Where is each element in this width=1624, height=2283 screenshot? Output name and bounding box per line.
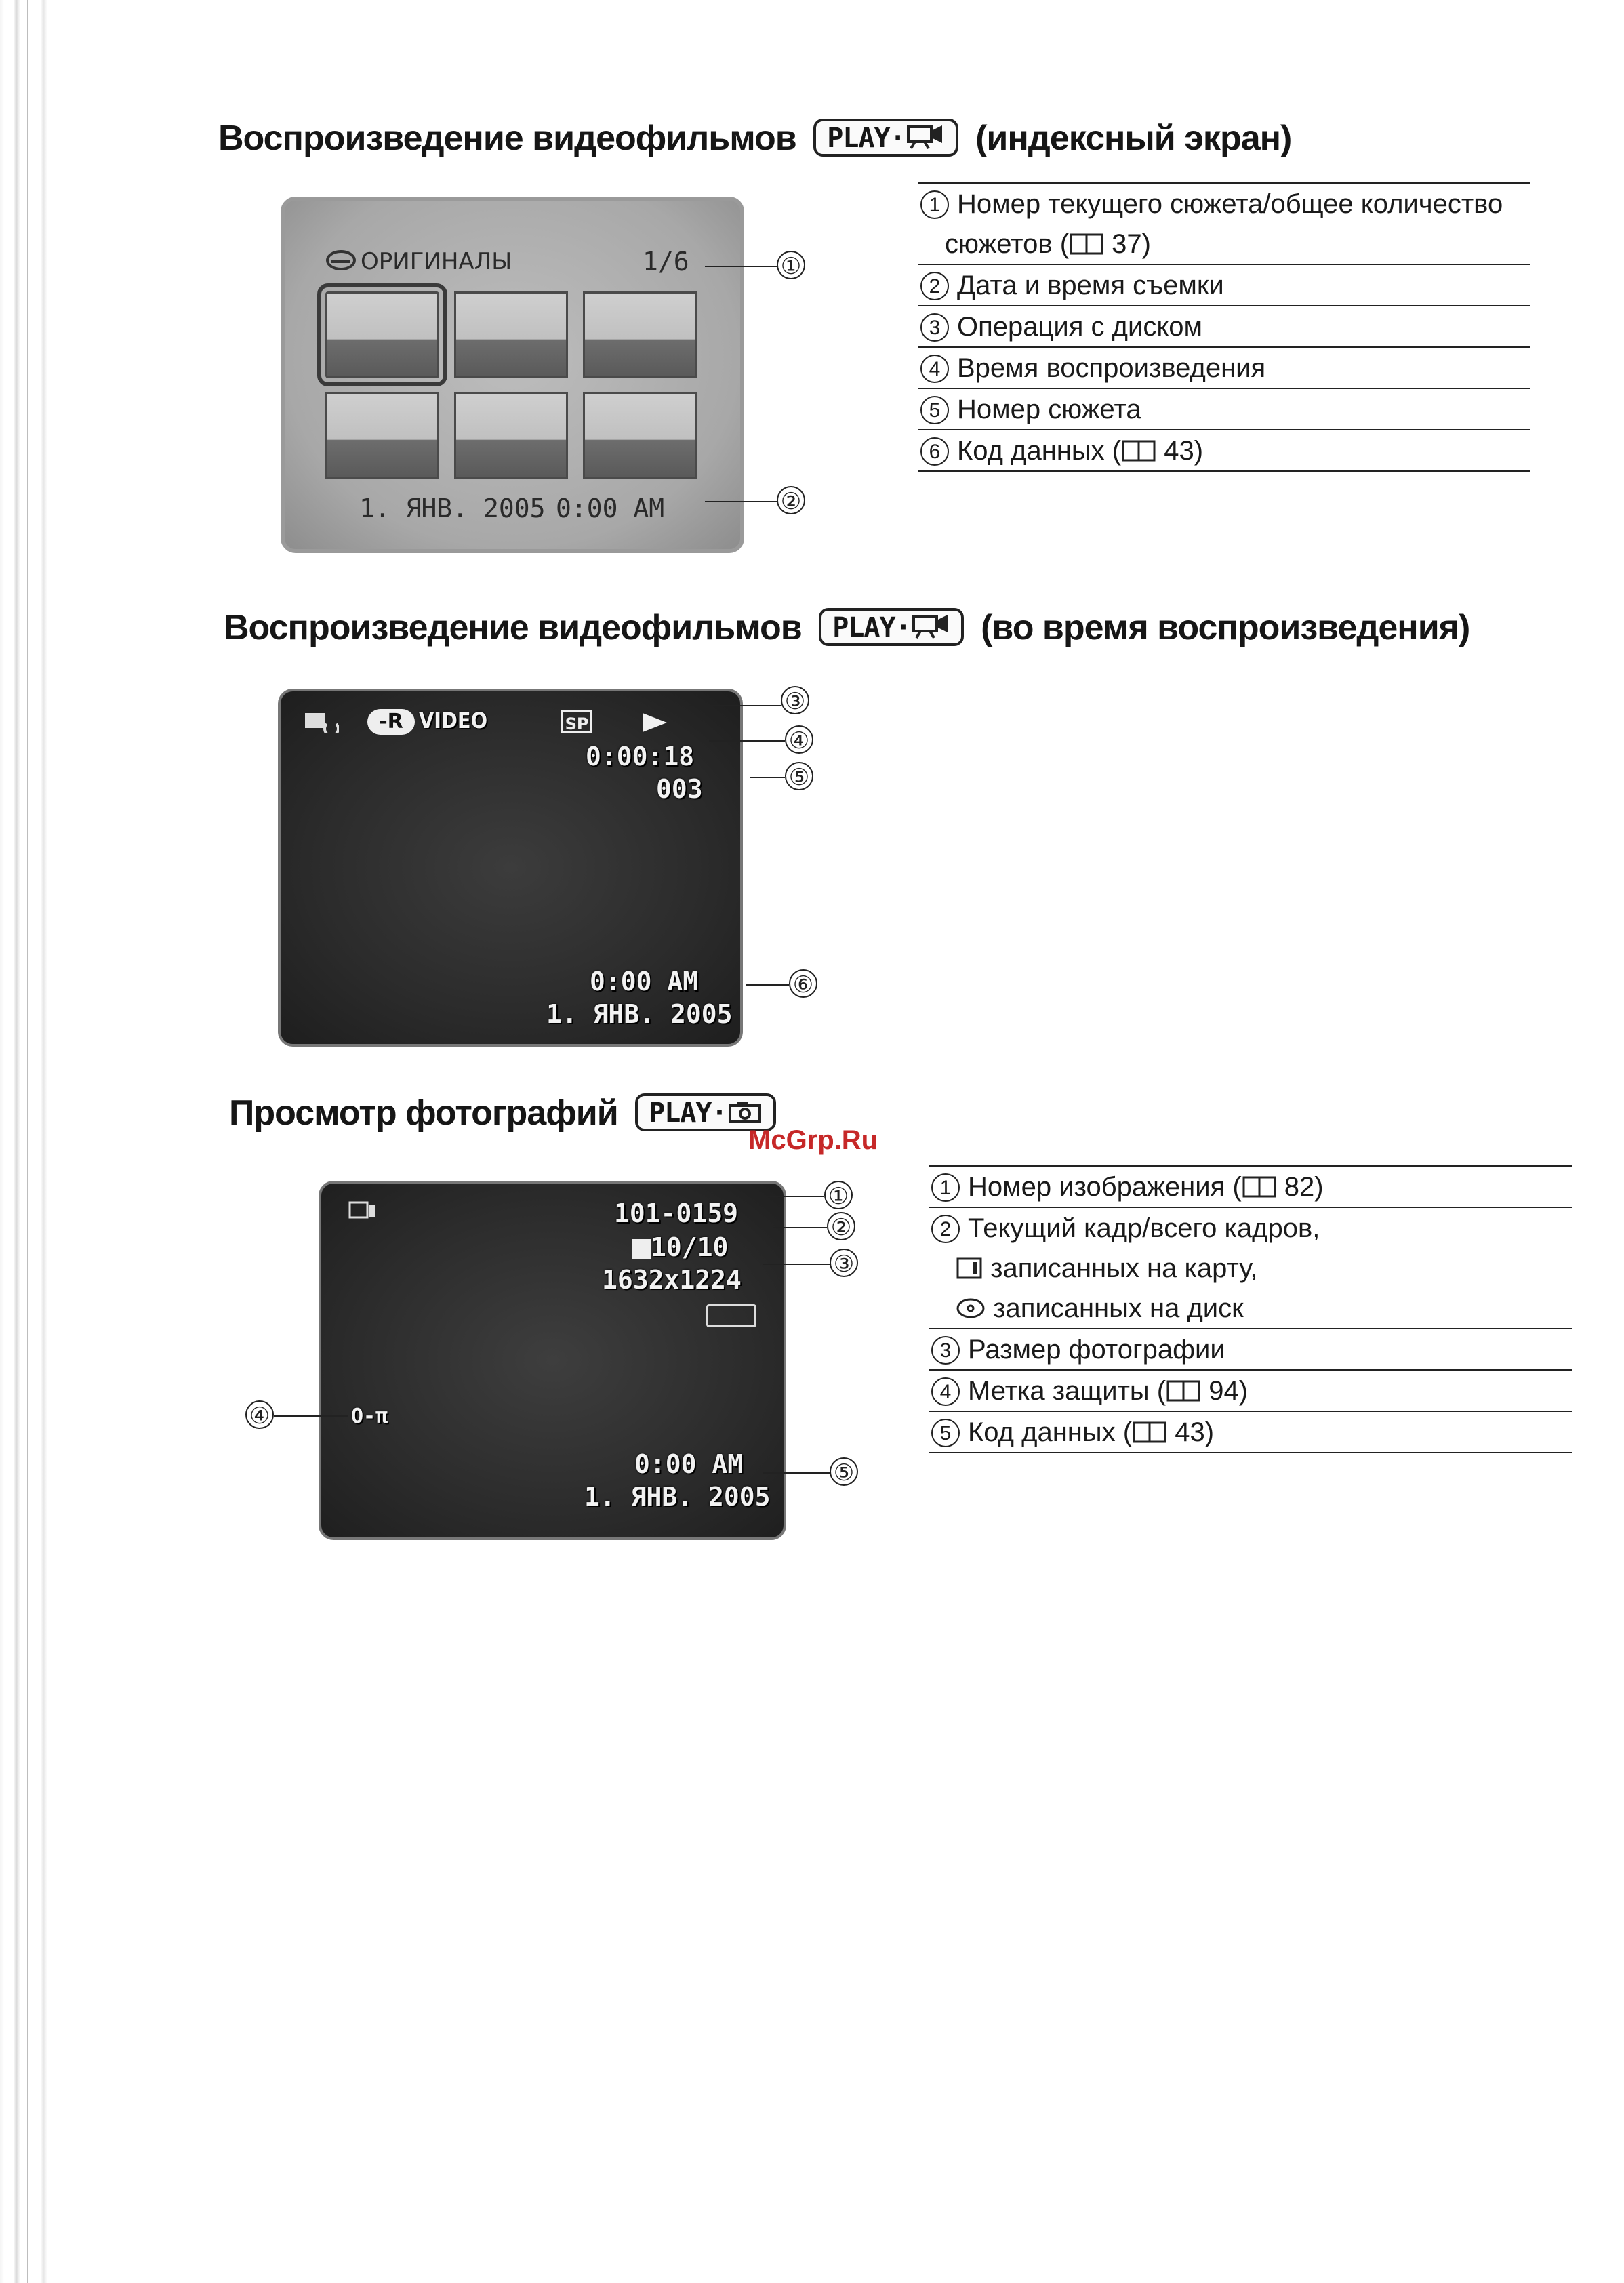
play-movie-badge: PLAY· — [813, 119, 958, 157]
heading-title: Просмотр фотографий — [229, 1093, 618, 1133]
callout-6: ⑥ — [789, 969, 817, 998]
play-photo-badge: PLAY· — [635, 1093, 775, 1131]
photo-size: 1632x1224 — [602, 1265, 742, 1295]
thumbnail-3[interactable] — [583, 291, 697, 378]
callout-leader — [705, 266, 777, 267]
callout-4: ④ — [785, 725, 813, 754]
disc-icon — [325, 249, 357, 271]
legend-item: 6 Код данных ( 43) — [918, 430, 1530, 472]
battery-icon — [706, 1304, 756, 1327]
callout-3: ③ — [781, 686, 809, 714]
callout-4: ④ — [245, 1400, 274, 1429]
disc-mode-label: VIDEO — [419, 708, 488, 733]
book-icon — [1132, 1421, 1167, 1444]
callout-leader — [746, 984, 789, 986]
thumbnail-2[interactable] — [454, 291, 568, 378]
legend-item: 3 Операция с диском — [918, 306, 1530, 348]
callout-leader — [763, 1264, 830, 1265]
callout-leader — [763, 1472, 830, 1474]
book-icon — [1166, 1379, 1201, 1402]
index-screen-display — [281, 197, 744, 553]
legend-item: 2 Дата и время съемки — [918, 265, 1530, 306]
movie-camera-icon — [906, 123, 945, 150]
index-screen-heading — [218, 118, 1291, 159]
legend-item-cont: записанных на карту, — [929, 1248, 1572, 1288]
card-icon — [632, 1239, 651, 1259]
callout-leader — [750, 777, 785, 778]
scene-number: 003 — [656, 774, 703, 804]
book-icon — [1242, 1175, 1277, 1198]
record-time: 0:00 AM — [634, 1449, 744, 1479]
callout-1: ① — [824, 1181, 853, 1209]
playback-screen-display — [278, 689, 743, 1047]
scan-line — [27, 0, 28, 2283]
card-playback-icon — [348, 1201, 378, 1221]
photo-screen-display — [319, 1181, 786, 1540]
record-time: 0:00 AM — [590, 967, 699, 996]
record-date: 1. ЯНВ. 2005 — [546, 999, 733, 1029]
callout-1: ① — [777, 251, 805, 279]
thumbnail-1[interactable] — [325, 291, 439, 378]
disc-icon — [956, 1297, 986, 1320]
memory-card-icon — [956, 1257, 983, 1280]
movie-camera-icon — [911, 612, 950, 639]
playback-heading — [224, 607, 1469, 648]
legend-item: 1 Номер текущего сюжета/общее количество — [918, 184, 1530, 224]
frame-counter: 10/10 — [651, 1232, 729, 1262]
callout-leader — [748, 1196, 824, 1197]
legend-item: 1 Номер изображения ( 82) — [929, 1167, 1572, 1208]
callout-2: ② — [777, 486, 805, 514]
legend-item: 3 Размер фотографии — [929, 1329, 1572, 1371]
book-icon — [1069, 233, 1104, 256]
heading-suffix: (во время воспроизведения) — [981, 608, 1470, 647]
callout-leader — [773, 1227, 827, 1228]
record-date: 1. ЯНВ. 2005 — [584, 1482, 771, 1512]
legend-item: 2 Текущий кадр/всего кадров, — [929, 1208, 1572, 1248]
callout-leader — [689, 705, 781, 706]
legend-item: 4 Метка защиты ( 94) — [929, 1371, 1572, 1412]
callout-2: ② — [827, 1212, 855, 1240]
legend-item: 5 Код данных ( 43) — [929, 1412, 1572, 1453]
callout-leader — [274, 1415, 348, 1417]
record-date: 1. ЯНВ. 2005 — [359, 493, 546, 523]
quality-badge: SP — [561, 710, 592, 733]
protect-icon: O-π — [351, 1405, 388, 1428]
legend-item: 4 Время воспроизведения — [918, 348, 1530, 389]
legend-item-cont: сюжетов ( 37) — [918, 224, 1530, 265]
menu-label: ОРИГИНАЛЫ — [361, 248, 512, 275]
play-movie-badge: PLAY· — [819, 608, 963, 646]
playback-mode-icon — [304, 710, 339, 733]
heading-suffix: (индексный экран) — [975, 119, 1292, 158]
photo-heading — [229, 1093, 784, 1133]
play-icon — [640, 710, 670, 735]
callout-leader — [705, 501, 777, 502]
callout-5: ⑤ — [785, 762, 813, 790]
thumbnail-6[interactable] — [583, 392, 697, 479]
thumbnail-5[interactable] — [454, 392, 568, 479]
book-icon — [1121, 439, 1156, 462]
legend-item-cont: записанных на диск — [929, 1288, 1572, 1329]
image-number: 101-0159 — [614, 1198, 739, 1228]
callout-5: ⑤ — [830, 1457, 858, 1486]
watermark: McGrp.Ru — [748, 1125, 878, 1155]
scene-counter: 1/6 — [643, 247, 689, 277]
disc-type-badge: -R — [367, 709, 415, 735]
record-time: 0:00 AM — [556, 493, 665, 523]
heading-title: Воспроизведение видеофильмов — [224, 608, 802, 647]
timecode: 0:00:18 — [586, 742, 695, 771]
heading-title: Воспроизведение видеофильмов — [218, 119, 796, 158]
index-screen-legend — [918, 182, 1530, 472]
thumbnail-4[interactable] — [325, 392, 439, 479]
photo-camera-icon — [727, 1099, 763, 1125]
callout-3: ③ — [830, 1249, 858, 1277]
legend-item: 5 Номер сюжета — [918, 389, 1530, 430]
scan-edge — [0, 0, 61, 2283]
callout-leader — [709, 740, 785, 742]
photo-legend — [929, 1165, 1572, 1453]
